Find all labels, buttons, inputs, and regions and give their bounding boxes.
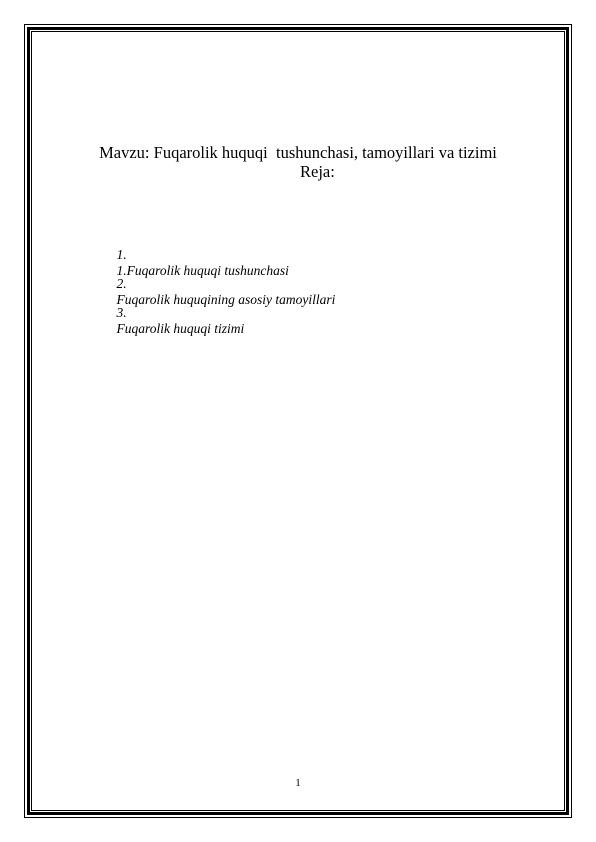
- plan-list: [103, 231, 336, 336]
- page-number: 1: [295, 777, 301, 789]
- plan-item-1: [103, 231, 335, 278]
- plan-item-number: 3.: [116, 305, 127, 320]
- plan-label: Reja:: [300, 162, 335, 181]
- plan-item-number: 2.: [116, 276, 127, 291]
- plan-item-text: 1.Fuqarolik huquqi tushunchasi: [116, 263, 289, 278]
- plan-item-number: 1.: [116, 247, 127, 262]
- plan-item-text: Fuqarolik huquqining asosiy tamoyillari: [116, 292, 336, 307]
- plan-item-text: Fuqarolik huquqi tizimi: [116, 321, 245, 336]
- topic-title: Mavzu: Fuqarolik huquqi tushunchasi, tamoyillari va tizimi: [99, 143, 497, 162]
